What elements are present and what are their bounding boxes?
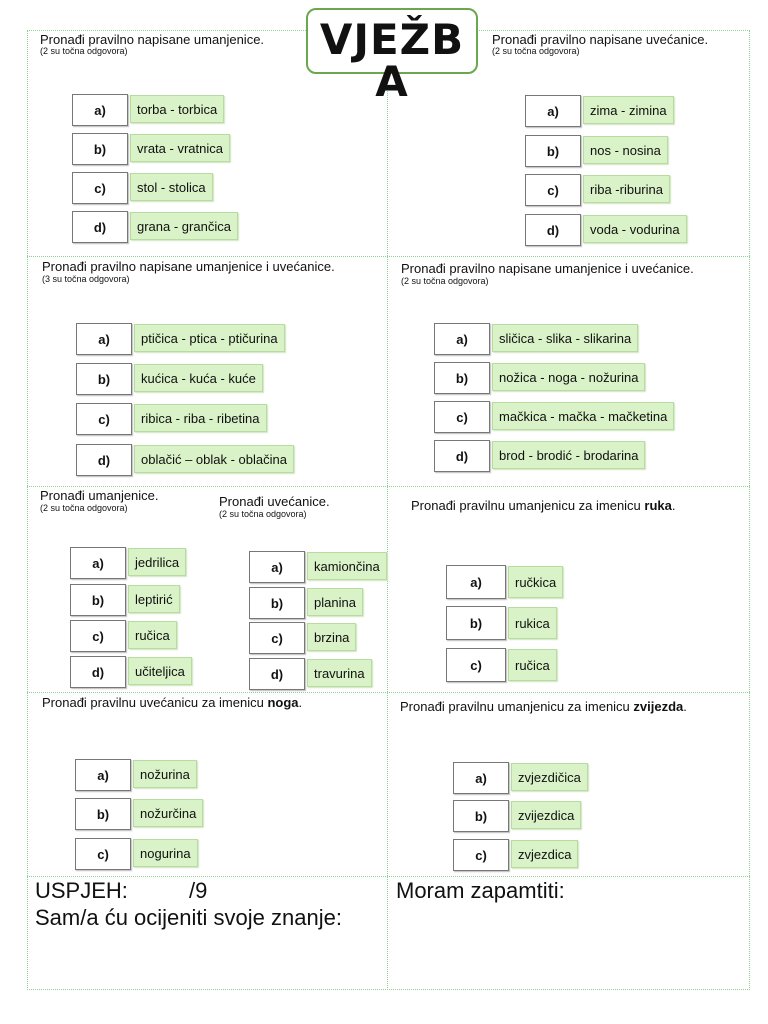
option-text[interactable]: grana - grančica <box>130 212 238 240</box>
option-text[interactable]: nogurina <box>133 839 198 867</box>
option-text[interactable]: zvjezdica <box>511 840 578 868</box>
option-text[interactable]: stol - stolica <box>130 173 213 201</box>
question-9-noun: zvijezda <box>633 699 684 714</box>
column-divider <box>387 30 388 990</box>
option-letter[interactable]: a) <box>453 762 509 794</box>
question-8 <box>42 695 302 710</box>
option-letter[interactable]: d) <box>70 656 126 688</box>
option-letter[interactable]: a) <box>72 94 128 126</box>
option-text[interactable]: kućica - kuća - kuće <box>134 364 263 392</box>
self-assessment-line: Sam/a ću ocijeniti svoje znanje: <box>35 905 342 930</box>
option-letter[interactable]: c) <box>70 620 126 652</box>
option-7b[interactable] <box>446 606 557 638</box>
option-2b[interactable] <box>525 135 668 167</box>
option-5c[interactable] <box>70 620 177 652</box>
question-9 <box>400 699 687 714</box>
option-text[interactable]: zima - zimina <box>583 96 674 124</box>
option-1b[interactable] <box>72 133 230 165</box>
row-divider <box>27 486 750 487</box>
option-text[interactable]: nos - nosina <box>583 136 668 164</box>
option-text[interactable]: kamiončina <box>307 552 387 580</box>
option-text[interactable]: travurina <box>307 659 372 687</box>
option-9a[interactable] <box>453 762 588 794</box>
option-text[interactable]: jedrilica <box>128 548 186 576</box>
option-letter[interactable]: c) <box>446 648 506 682</box>
option-7a[interactable] <box>446 565 563 597</box>
option-text[interactable]: planina <box>307 588 363 616</box>
option-1c[interactable] <box>72 172 213 204</box>
option-2d[interactable] <box>525 214 687 246</box>
option-letter[interactable]: a) <box>70 547 126 579</box>
option-7c[interactable] <box>446 648 557 680</box>
option-5a[interactable] <box>70 547 186 579</box>
option-9c[interactable] <box>453 839 578 871</box>
option-text[interactable]: leptirić <box>128 585 180 613</box>
option-text[interactable]: brod - brodić - brodarina <box>492 441 645 469</box>
option-3c[interactable] <box>76 403 267 435</box>
option-letter[interactable]: b) <box>72 133 128 165</box>
question-8-noun: noga <box>267 695 299 710</box>
question-2-hint: (2 su točna odgovora) <box>492 46 580 56</box>
option-8b[interactable] <box>75 798 203 830</box>
option-letter[interactable]: a) <box>446 565 506 599</box>
remember-line: Moram zapamtiti: <box>396 878 565 903</box>
option-6a[interactable] <box>249 551 387 583</box>
question-8-text: Pronađi pravilnu uvećanicu za imenicu <box>42 695 268 710</box>
question-1-hint: (2 su točna odgovora) <box>40 46 128 56</box>
question-4-hint: (2 su točna odgovora) <box>401 276 489 286</box>
option-letter[interactable]: d) <box>249 658 305 690</box>
option-letter[interactable]: c) <box>72 172 128 204</box>
question-4: Pronađi pravilno napisane umanjenice i uvećanice. <box>401 261 694 276</box>
option-3d[interactable] <box>76 444 294 476</box>
question-9-text: Pronađi pravilnu umanjenicu za imenicu <box>400 699 634 714</box>
option-text[interactable]: rukica <box>508 607 557 639</box>
option-letter[interactable]: d) <box>525 214 581 246</box>
option-text[interactable]: torba - torbica <box>130 95 224 123</box>
worksheet-title-box <box>306 8 478 106</box>
question-7-end: . <box>671 498 676 513</box>
option-letter[interactable]: b) <box>525 135 581 167</box>
option-letter[interactable]: a) <box>75 759 131 791</box>
option-text[interactable]: sličica - slika - slikarina <box>492 324 638 352</box>
option-4c[interactable] <box>434 401 674 433</box>
option-letter[interactable]: a) <box>434 323 490 355</box>
question-1: Pronađi pravilno napisane umanjenice. <box>40 32 265 47</box>
question-7-noun: ruka <box>644 498 672 513</box>
option-letter[interactable]: a) <box>525 95 581 127</box>
option-4d[interactable] <box>434 440 645 472</box>
option-letter[interactable]: c) <box>249 622 305 654</box>
option-6d[interactable] <box>249 658 372 690</box>
option-text[interactable]: učiteljica <box>128 657 192 685</box>
option-6c[interactable] <box>249 622 356 654</box>
option-letter[interactable]: b) <box>70 584 126 616</box>
option-text[interactable]: voda - vodurina <box>583 215 687 243</box>
option-text[interactable]: oblačić – oblak - oblačina <box>134 445 294 473</box>
option-1d[interactable] <box>72 211 238 243</box>
row-divider <box>27 256 750 257</box>
option-8c[interactable] <box>75 838 198 870</box>
option-3a[interactable] <box>76 323 285 355</box>
option-text[interactable]: ručica <box>508 649 557 681</box>
option-4a[interactable] <box>434 323 638 355</box>
option-2c[interactable] <box>525 174 670 206</box>
question-2: Pronađi pravilno napisane uvećanice. <box>492 32 709 47</box>
option-letter[interactable]: c) <box>453 839 509 871</box>
option-text[interactable]: mačkica - mačka - mačketina <box>492 402 674 430</box>
option-letter[interactable]: b) <box>75 798 131 830</box>
option-letter[interactable]: d) <box>76 444 132 476</box>
option-8a[interactable] <box>75 759 197 791</box>
question-8-end: . <box>298 695 303 710</box>
option-5b[interactable] <box>70 584 180 616</box>
question-5: Pronađi umanjenice. <box>40 488 159 503</box>
option-6b[interactable] <box>249 587 363 619</box>
score-line: USPJEH: /9 <box>35 878 208 903</box>
option-letter[interactable]: b) <box>453 800 509 832</box>
option-letter[interactable]: b) <box>76 363 132 395</box>
option-2a[interactable] <box>525 95 674 127</box>
option-letter[interactable]: c) <box>525 174 581 206</box>
option-9b[interactable] <box>453 800 581 832</box>
question-7-text: Pronađi pravilnu umanjenicu za imenicu <box>411 498 645 513</box>
option-letter[interactable]: a) <box>76 323 132 355</box>
row-divider <box>27 692 750 693</box>
worksheet-title: VJEŽBA <box>319 15 465 106</box>
option-4b[interactable] <box>434 362 645 394</box>
option-text[interactable]: ptičica - ptica - ptičurina <box>134 324 285 352</box>
option-text[interactable]: nožurčina <box>133 799 203 827</box>
option-3b[interactable] <box>76 363 263 395</box>
question-6-hint: (2 su točna odgovora) <box>219 509 307 519</box>
option-letter[interactable]: a) <box>249 551 305 583</box>
option-1a[interactable] <box>72 94 224 126</box>
option-letter[interactable]: d) <box>434 440 490 472</box>
question-5-hint: (2 su točna odgovora) <box>40 503 128 513</box>
question-9-end: . <box>683 699 687 714</box>
option-letter[interactable]: b) <box>446 606 506 640</box>
question-7 <box>411 498 676 513</box>
option-5d[interactable] <box>70 656 192 688</box>
option-letter[interactable]: c) <box>75 838 131 870</box>
option-text[interactable]: ručkica <box>508 566 563 598</box>
option-text[interactable]: zvjezdičica <box>511 763 588 791</box>
option-text[interactable]: ručica <box>128 621 177 649</box>
option-letter[interactable]: b) <box>249 587 305 619</box>
question-3-hint: (3 su točna odgovora) <box>42 274 130 284</box>
option-letter[interactable]: b) <box>434 362 490 394</box>
option-letter[interactable]: d) <box>72 211 128 243</box>
option-text[interactable]: zvijezdica <box>511 801 581 829</box>
option-letter[interactable]: c) <box>434 401 490 433</box>
option-text[interactable]: riba -riburina <box>583 175 670 203</box>
option-letter[interactable]: c) <box>76 403 132 435</box>
option-text[interactable]: brzina <box>307 623 356 651</box>
option-text[interactable]: nožurina <box>133 760 197 788</box>
option-text[interactable]: nožica - noga - nožurina <box>492 363 645 391</box>
option-text[interactable]: vrata - vratnica <box>130 134 230 162</box>
question-6: Pronađi uvećanice. <box>219 494 330 509</box>
question-3: Pronađi pravilno napisane umanjenice i uvećanice. <box>42 259 335 274</box>
option-text[interactable]: ribica - riba - ribetina <box>134 404 267 432</box>
